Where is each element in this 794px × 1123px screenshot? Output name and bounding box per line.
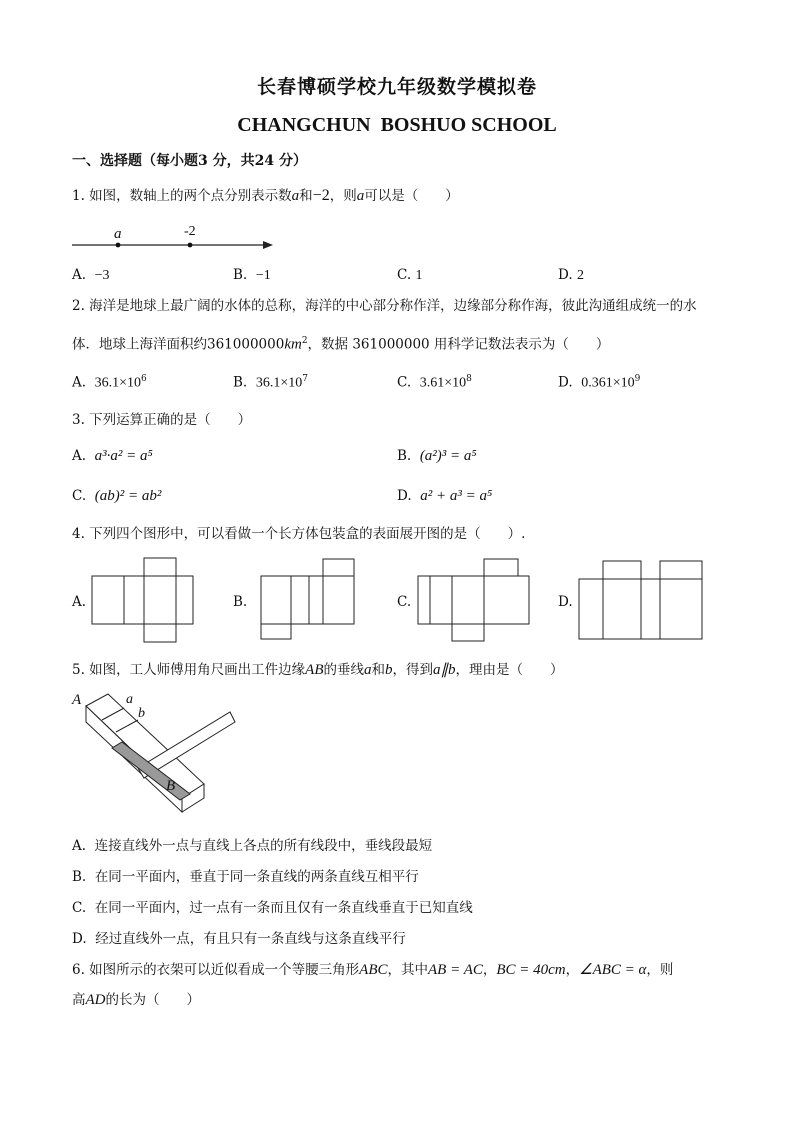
q1-option-c[interactable]: C. 1 — [397, 267, 423, 283]
q2-option-a[interactable]: A. $36.1\times 10^6$ — [72, 374, 147, 391]
number-line-label-neg2: -2 — [184, 224, 196, 239]
number-line-point-a — [116, 243, 121, 248]
q4-option-b-label[interactable]: B. — [233, 594, 248, 610]
q5-fig-label-b: b — [138, 706, 145, 721]
q4-option-a-label[interactable]: A. — [72, 594, 87, 610]
q5-fig-label-B: B — [166, 778, 176, 794]
q4-net-b[interactable] — [258, 556, 368, 646]
q6-triangle-abc: ABC — [359, 962, 388, 978]
number-line-figure — [70, 222, 280, 262]
question-5-text: 5. 如图，工人师傅用角尺画出工件边缘AB的垂线a和b，得到a∥b，理由是（ ） — [72, 662, 564, 678]
question-3-text: 3. 下列运算正确的是（ ） — [72, 412, 252, 428]
q1-text-b: 和 — [299, 188, 313, 204]
q1-var-a: a — [291, 188, 300, 204]
q3-option-a[interactable]: A. a³·a² = a⁵ — [72, 448, 153, 464]
question-2-line2: 体．地球上海洋面积约$361000000km^2$，数据 361000000 用科学记数法表示为（ ） — [72, 336, 610, 353]
q4-option-d-label[interactable]: D. — [558, 594, 573, 610]
q1-text-a: 1. 如图，数轴上的两个点分别表示数 — [72, 188, 292, 204]
q5-option-a[interactable]: A. 连接直线外一点与直线上各点的所有线段中，垂线段最短 — [72, 838, 433, 854]
q5-set-square-figure — [72, 688, 252, 828]
q5-option-c[interactable]: C. 在同一平面内，过一点有一条而且仅有一条直线垂直于已知直线 — [72, 900, 473, 916]
q4-net-c[interactable] — [414, 556, 534, 646]
q2-option-b[interactable]: B. $36.1\times 10^7$ — [233, 374, 308, 391]
q5-fig-label-a: a — [126, 692, 133, 707]
question-4-text: 4. 下列四个图形中，可以看做一个长方体包装盒的表面展开图的是（ ）. — [72, 526, 526, 542]
question-6-line1: 6. 如图所示的衣架可以近似看成一个等腰三角形ABC，其中AB = AC，BC = 40cm，∠ABC = α，则 — [72, 962, 674, 978]
q1-option-b[interactable]: B. −1 — [233, 267, 271, 283]
q6-ad: AD — [85, 992, 106, 1008]
section-heading: 一、选择题（每小题3 分，共24 分） — [72, 153, 307, 169]
q2-unit: km — [284, 336, 302, 353]
page-subtitle: CHANGCHUN BOSHUO SCHOOL — [237, 114, 557, 136]
q3-option-b[interactable]: B. (a²)³ = a⁵ — [397, 448, 477, 464]
q4-net-a[interactable] — [88, 556, 198, 646]
q5-option-d[interactable]: D. 经过直线外一点，有且只有一条直线与这条直线平行 — [72, 931, 406, 947]
q5-fig-label-A: A — [72, 692, 82, 708]
q5-option-b[interactable]: B. 在同一平面内，垂直于同一条直线的两条直线互相平行 — [72, 869, 419, 885]
q1-option-d[interactable]: D. 2 — [558, 267, 584, 283]
q1-text-d: 可以是（ ） — [364, 188, 459, 204]
q1-var-a2: a — [356, 188, 365, 204]
q1-text-c: ，则 — [329, 188, 357, 204]
q1-option-a[interactable]: A. −3 — [72, 267, 110, 283]
page-title: 长春博硕学校九年级数学模拟卷 — [256, 76, 537, 98]
q5-parallel: a∥b — [433, 662, 456, 678]
q1-value: −2 — [312, 187, 330, 204]
number-line-label-a: a — [114, 226, 122, 242]
q3-option-c[interactable]: C. (ab)² = ab² — [72, 488, 162, 504]
number-line-point-neg2 — [188, 243, 193, 248]
q4-net-d[interactable] — [576, 556, 706, 646]
q4-option-c-label[interactable]: C. — [397, 594, 412, 610]
question-1-text — [72, 186, 459, 206]
q2-option-c[interactable]: C. $3.61\times 10^8$ — [397, 374, 472, 391]
q2-option-d[interactable]: D. $0.361\times 10^9$ — [558, 374, 641, 391]
q3-option-d[interactable]: D. a² + a³ = a⁵ — [397, 488, 493, 504]
question-2-line1: 2. 海洋是地球上最广阔的水体的总称，海洋的中心部分称作洋，边缘部分称作海，彼此沟通组成统一的水 — [72, 298, 697, 314]
q5-ab: AB — [305, 662, 324, 678]
question-6-line2: 高AD的长为（ ） — [72, 992, 200, 1008]
